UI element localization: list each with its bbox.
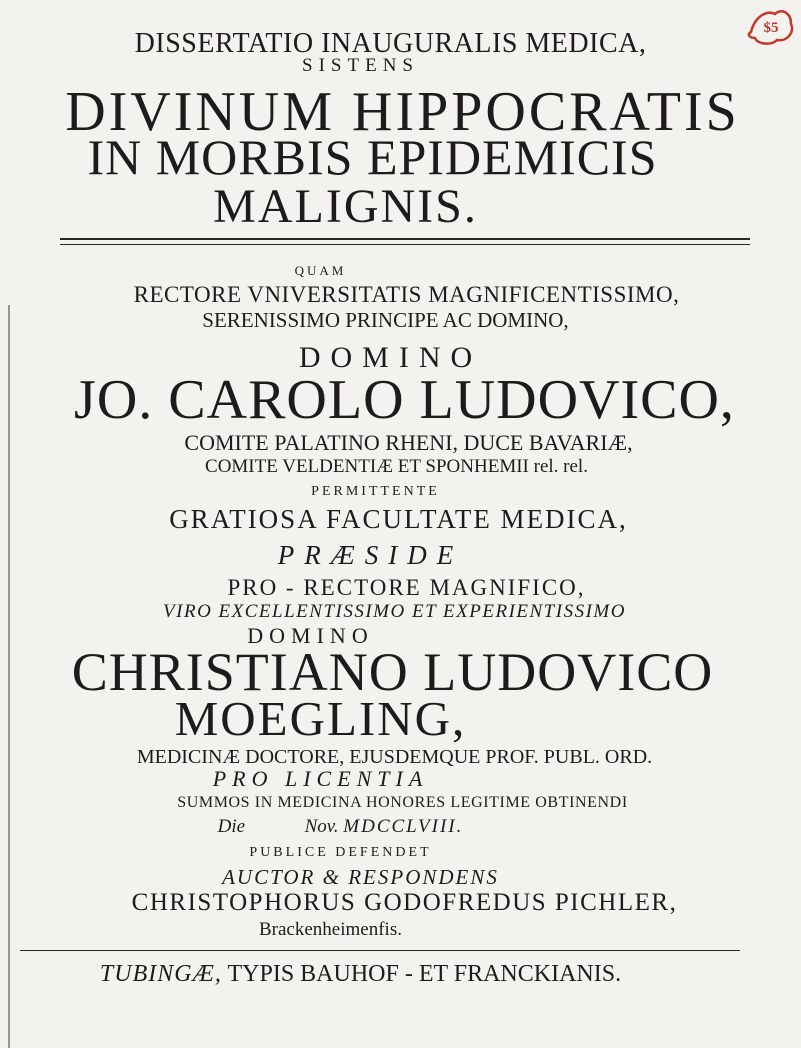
year-label: MDCCLVIII. bbox=[343, 816, 464, 837]
pro-licentia-label: PRO LICENTIA bbox=[212, 766, 429, 791]
faculty-line: GRATIOSA FACULTATE MEDICA, bbox=[169, 504, 628, 534]
praeses-name-line2: MOEGLING, bbox=[174, 691, 467, 746]
permittente-label: PERMITTENTE bbox=[311, 484, 440, 499]
prince-titles-line2: COMITE VELDENTIÆ ET SPONHEMII rel. rel. bbox=[205, 456, 588, 477]
dissertation-heading: DISSERTATIO INAUGURALIS MEDICA, bbox=[134, 28, 647, 59]
prince-titles-line1: COMITE PALATINO RHENI, DUCE BAVARIÆ, bbox=[184, 430, 633, 455]
prorector-line: PRO - RECTORE MAGNIFICO, bbox=[227, 575, 586, 600]
imprint-city: TUBINGÆ, bbox=[99, 961, 222, 987]
imprint-printers: TYPIS BAUHOF - ET FRANCKIANIS. bbox=[227, 961, 622, 987]
domino-heading: DOMINO bbox=[298, 341, 483, 374]
title-rule-thick bbox=[60, 238, 750, 240]
date-line bbox=[0, 817, 741, 836]
praeside-label: PRÆSIDE bbox=[277, 540, 464, 570]
svg-text:$5: $5 bbox=[763, 20, 779, 36]
prince-name: JO. CAROLO LUDOVICO, bbox=[74, 369, 735, 431]
title-rule-thin bbox=[60, 244, 750, 245]
doctor-line: MEDICINÆ DOCTORE, EJUSDEMQUE PROF. PUBL. ORD. bbox=[136, 746, 653, 768]
sistens-label: SISTENS bbox=[302, 55, 419, 76]
respondent-name: CHRISTOPHORUS GODOFREDUS PICHLER, bbox=[131, 889, 678, 916]
main-title-line2: IN MORBIS EPIDEMICIS bbox=[87, 129, 658, 185]
rector-line: RECTORE VNIVERSITATIS MAGNIFICENTISSIMO, bbox=[133, 282, 680, 307]
month-label: Nov. bbox=[304, 816, 339, 837]
main-title-line1: DIVINUM HIPPOCRATIS bbox=[65, 81, 740, 143]
summos-line: SUMMOS IN MEDICINA HONORES LEGITIME OBTINENDI bbox=[177, 794, 628, 811]
quam-label: QUAM bbox=[294, 263, 347, 278]
auctor-line: AUCTOR & RESPONDENS bbox=[222, 865, 499, 889]
imprint-line bbox=[0, 962, 761, 986]
publice-line: PUBLICE DEFENDET bbox=[249, 845, 432, 860]
imprint-rule bbox=[20, 950, 740, 951]
domino-heading-2: DOMINO bbox=[247, 623, 374, 648]
praeses-name-line1: CHRISTIANO LUDOVICO bbox=[71, 642, 714, 702]
die-label: Die bbox=[217, 816, 246, 837]
serenissimo-line: SERENISSIMO PRINCIPE AC DOMINO, bbox=[202, 308, 569, 332]
main-title-line3: MALIGNIS. bbox=[213, 180, 478, 233]
respondent-origin: Brackenheimenfis. bbox=[259, 919, 402, 940]
viro-line: VIRO EXCELLENTISSIMO ET EXPERIENTISSIMO bbox=[163, 601, 626, 622]
